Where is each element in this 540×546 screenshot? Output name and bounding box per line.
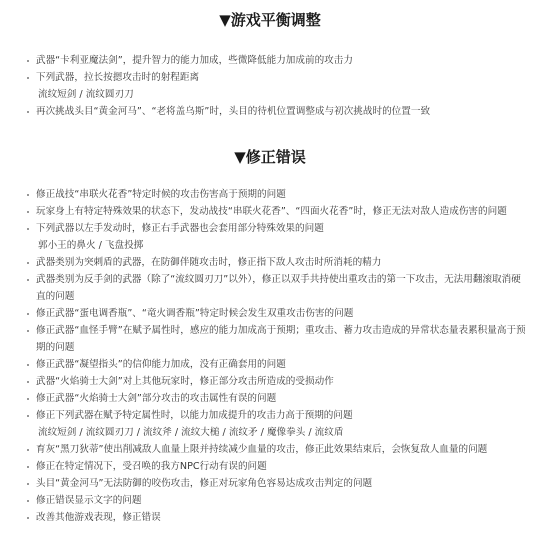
list-item: 再次挑战头目“黄金河马”、“老将盖乌斯”时，头目的待机位置调整成与初次挑战时的位置一致 (26, 103, 526, 120)
list-item: 修正武器“血怪手臂”在赋予属性时，感应的能力加成高于预期；重攻击、蓄力攻击造成的异常状态量表累积量高于预期的问题 (26, 322, 526, 356)
list-item: 武器类别为反手剑的武器（除了“流纹圆刃刀”以外），修正以双手共持使出重攻击的第一下攻击，无法用翻滚取消硬直的问题 (26, 271, 526, 305)
list-item: 下列武器，拉长按摁攻击时的射程距离 (26, 69, 526, 86)
section-title-bugfix: ▼修正错误 (234, 148, 306, 166)
list-item: 下列武器以左手发动时，修正右手武器也会套用部分特殊效果的问题 (26, 220, 526, 237)
list-item: 修正错误显示文字的问题 (26, 492, 526, 509)
list-item: 武器类别为突刺盾的武器，在防御伴随攻击时，修正指下敌人攻击时所消耗的精力 (26, 254, 526, 271)
section-title-balance: ▼游戏平衡调整 (219, 11, 321, 29)
list-item: 改善其他游戏表现，修正错误 (26, 509, 526, 526)
list-item: 武器“卡利亚魔法剑”，提升智力的能力加成，些微降低能力加成前的攻击力 (26, 52, 526, 69)
list-item: 修正武器“火焰骑士大剑”部分攻击的攻击属性有误的问题 (26, 390, 526, 407)
bugfix-list (26, 186, 526, 526)
list-item: 武器“火焰骑士大剑”对上其他玩家时，修正部分攻击所造成的受损动作 (26, 373, 526, 390)
list-item: 头目“黄金河马”无法防御的咬伤攻击，修正对玩家角色容易达成攻击判定的问题 (26, 475, 526, 492)
list-item: 育灰“黑刀狄蒂”使出削减敌人血量上限并持续减少血量的攻击，修正此效果结束后，会恢复敌人血量的问题 (26, 441, 526, 458)
list-subitem: 郭小王的鼻火 / 飞盘投掷 (38, 240, 144, 251)
list-item: 修正在特定情况下，受召唤的我方NPC行动有误的问题 (26, 458, 526, 475)
list-item: 修正下列武器在赋予特定属性时，以能力加成提升的攻击力高于预期的问题 (26, 407, 526, 424)
list-item: 玩家身上有特定特殊效果的状态下，发动战技“串联火花香”、“四面火花香”时，修正无法对敌人造成伤害的问题 (26, 203, 526, 220)
list-subitem: 流纹短剑 / 流纹圆刃刀 / 流纹斧 / 流纹大槌 / 流纹矛 / 魔像拳头 / 流纹盾 (38, 427, 344, 438)
list-item: 修正武器“蛋电调香瓶”、“竜火调香瓶”特定时候会发生双重攻击伤害的问题 (26, 305, 526, 322)
list-subitem: 流纹短剑 / 流纹圆刃刀 (38, 89, 134, 100)
balance-change-list (26, 52, 526, 120)
list-item: 修正武器“凝望指头”的信仰能力加成，没有正确套用的问题 (26, 356, 526, 373)
list-item: 修正战技“串联火花香”特定时候的攻击伤害高于预期的问题 (26, 186, 526, 203)
